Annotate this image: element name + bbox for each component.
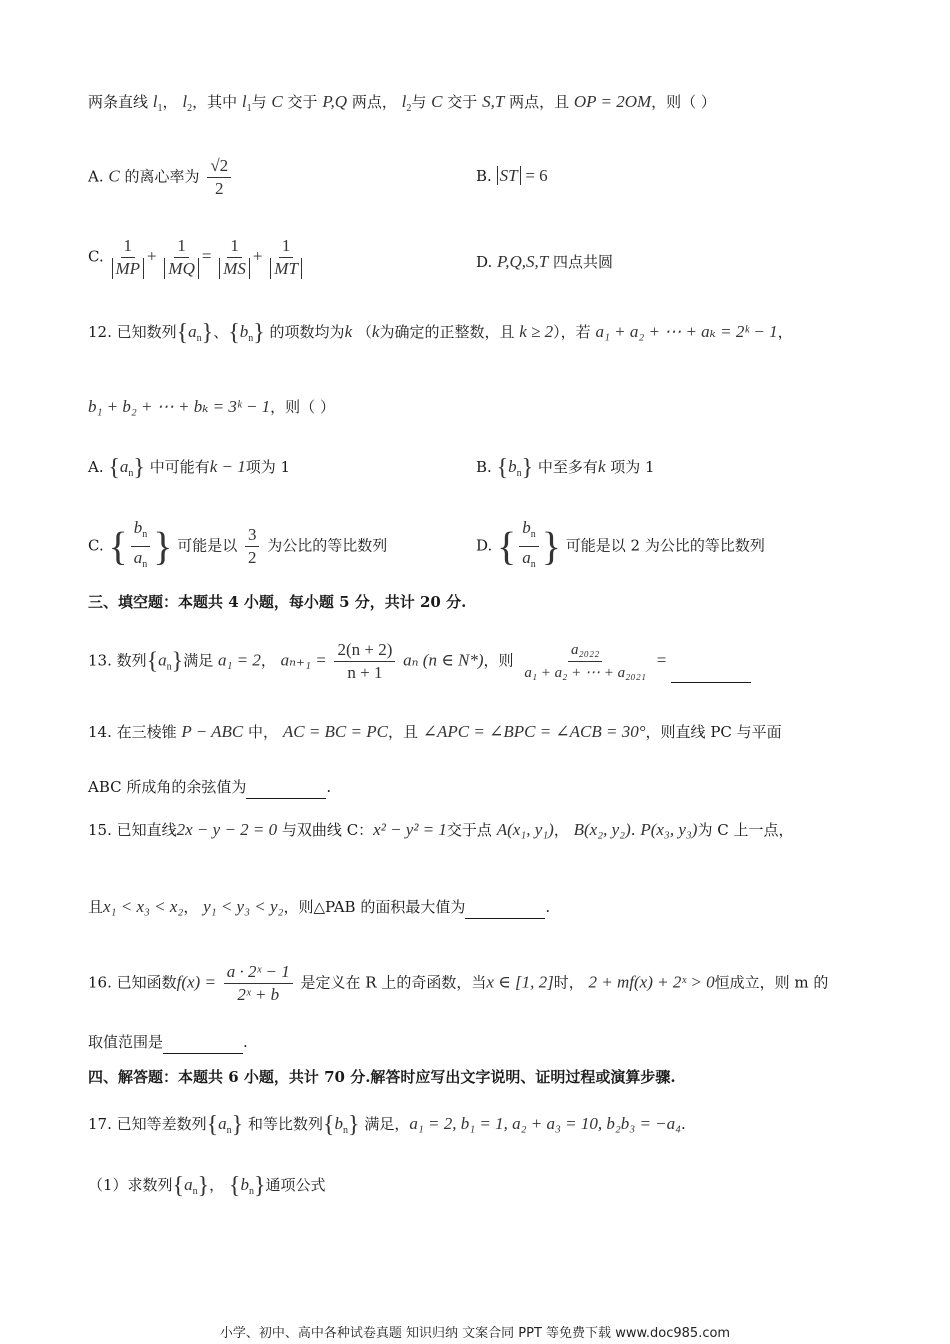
q16-line2: 取值范围是 . bbox=[88, 1030, 248, 1054]
q11-option-d: D. P,Q,S,T 四点共圆 bbox=[476, 252, 614, 271]
q17: 17. 已知等差数列$\{a_n\}$ 和等比数列$\{b_n\}$ 满足，a₁ = 2, b₁ = 1, a₂ + a₃ = 10, b₂b₃ = −a₄. bbox=[88, 1112, 686, 1138]
q11-option-a: A. C 的离心率为 $\frac{√2}{2}$ bbox=[88, 156, 234, 199]
q14-line2: ABC 所成角的余弦值为 . bbox=[88, 775, 331, 799]
q11-option-c: C. $\frac{1}{MP}$ + $\frac{1}{MQ}$ = $\frac{1}{MS}$ + $\frac{1}{MT}$ bbox=[88, 236, 305, 279]
q11-option-b: B. ST = 6 bbox=[476, 166, 548, 185]
q11-stem: 两条直线 $l_1$， $l_2$，其中 $l_1$与 C 交于 P,Q 两点， $l_2$与 C 交于 S,T 两点，且 OP = 2OM，则（ ） bbox=[88, 92, 716, 114]
q17-part1: （1）求数列$\{a_n\}$， $\{b_n\}$通项公式 bbox=[88, 1173, 326, 1199]
q14: 14. 在三棱锥 P − ABC 中， AC = BC = PC，且 ∠APC = ∠BPC = ∠ACB = 30°，则直线 PC 与平面 bbox=[88, 722, 782, 741]
q16: 16. 已知函数f(x) = $\frac{\text{a · 2ˣ − 1}}{\text{2ˣ + b}}$ 是定义在 R 上的奇函数，当x ∈ [1, 2]时， 2 + mf(x) + 2ˣ > 0恒成立，则 m 的 bbox=[88, 962, 829, 1004]
q12-option-b: B. $\{b_n\}$ 中至多有k 项为 1 bbox=[476, 455, 655, 481]
q12-option-c: C. { $\frac{b_n}{a_n}$ } 可能是以 $\frac{3}{2}$ 为公比的等比数列 bbox=[88, 518, 388, 570]
q12-option-d: D. { $\frac{b_n}{a_n}$ } 可能是以 2 为公比的等比数列 bbox=[476, 518, 765, 570]
q16-answer-blank bbox=[163, 1037, 243, 1054]
section-3-heading: 三、填空题：本题共 4 小题，每小题 5 分，共计 20 分. bbox=[88, 593, 467, 611]
q15-answer-blank bbox=[465, 902, 545, 919]
q13-answer-blank bbox=[671, 666, 751, 683]
q15: 15. 已知直线2x − y − 2 = 0 与双曲线 C：x² − y² = 1交于点 A(x₁, y₁)， B(x₂, y₂). P(x₃, y₃)为 C 上一点， bbox=[88, 820, 794, 839]
q14-answer-blank bbox=[246, 782, 326, 799]
q12-stem-line2: b₁ + b₂ + ⋯ + bₖ = 3ᵏ − 1，则（ ） bbox=[88, 397, 335, 416]
q15-line2: 且x₁ < x₃ < x₂， y₁ < y₃ < y₂，则△PAB 的面积最大值为 . bbox=[88, 895, 550, 919]
q12-option-a: A. $\{a_n\}$ 中可能有k − 1项为 1 bbox=[88, 455, 291, 481]
section-4-heading: 四、解答题：本题共 6 小题，共计 70 分.解答时应写出文字说明、证明过程或演算步骤. bbox=[88, 1068, 676, 1086]
q12-stem: 12. 已知数列$\{a_n\}$、$\{b_n\}$ 的项数均为k （k为确定的正整数，且 k ≥ 2），若 a₁ + a₂ + ⋯ + aₖ = 2ᵏ − 1， bbox=[88, 320, 793, 346]
q13: 13. 数列$\{a_n\}$满足 a₁ = 2， aₙ₊₁ = $\frac{2(n + 2)}{n + 1}$ aₙ (n ∈ N*)，则 $\frac{\text{a₂₀₂₂}}{\text{a₁ + a₂ + ⋯ + a₂₀₂₁}}$ = bbox=[88, 640, 751, 683]
page-footer: 小学、初中、高中各种试卷真题 知识归纳 文案合同 PPT 等免费下载 www.doc985.com bbox=[219, 1326, 731, 1341]
